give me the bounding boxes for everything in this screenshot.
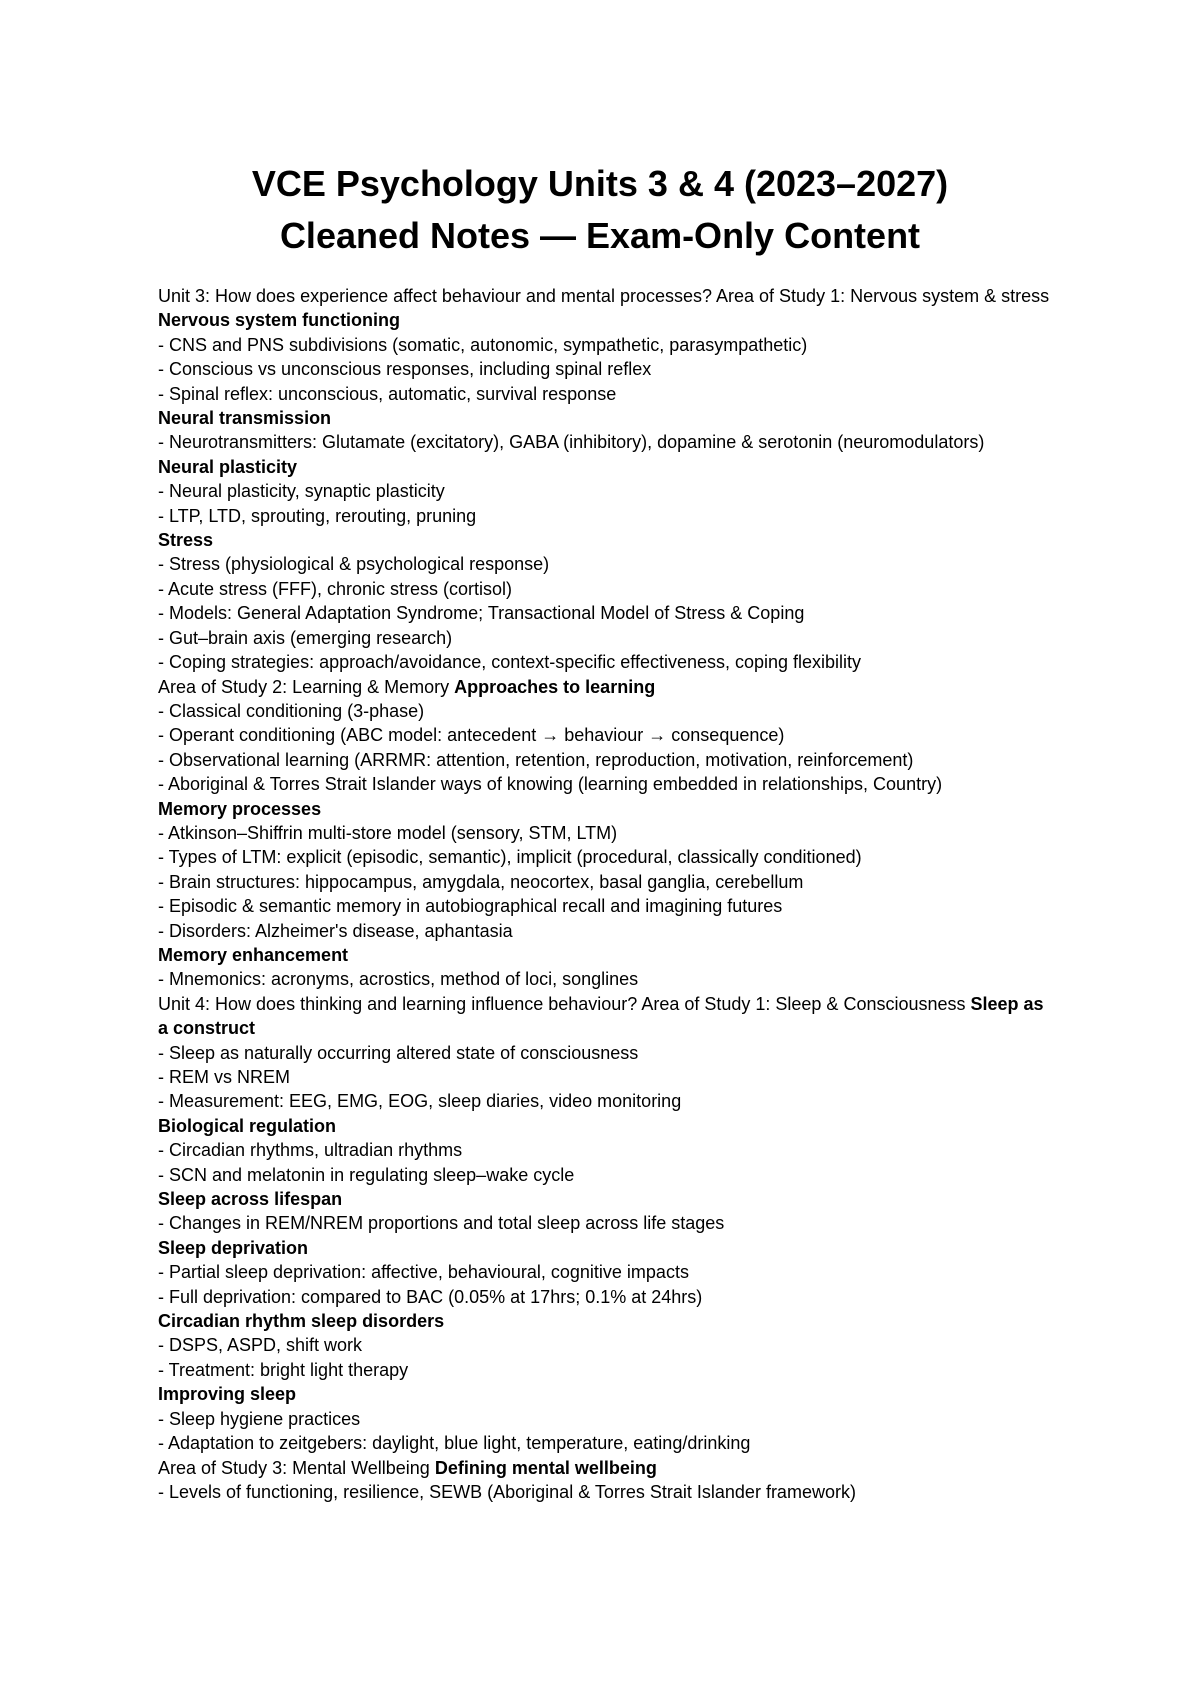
heading-text: Sleep across lifespan <box>158 1189 343 1210</box>
line-text: - Operant conditioning (ABC model: antecedent → behaviour → consequence) <box>158 725 785 746</box>
text-line <box>158 821 1058 845</box>
line-text: - Gut–brain axis (emerging research) <box>158 627 453 648</box>
line-text: - CNS and PNS subdivisions (somatic, autonomic, sympathetic, parasympathetic) <box>158 334 808 355</box>
line-text: Area of Study 3: Mental Wellbeing <box>158 1457 435 1478</box>
line-text: Unit 4: How does thinking and learning influence behaviour? Area of Study 1: Sleep & Consciousness <box>158 993 971 1014</box>
line-text: - Stress (physiological & psychological response) <box>158 554 550 575</box>
line-text: - Levels of functioning, resilience, SEWB (Aboriginal & Torres Strait Islander framework) <box>158 1481 856 1502</box>
text-line <box>158 1456 1058 1480</box>
text-line <box>158 845 1058 869</box>
text-line <box>158 1407 1058 1431</box>
line-text: - Measurement: EEG, EMG, EOG, sleep diaries, video monitoring <box>158 1091 682 1112</box>
text-line <box>158 479 1058 503</box>
heading-text: Defining mental wellbeing <box>434 1457 657 1478</box>
line-text: - Atkinson–Shiffrin multi-store model (sensory, STM, LTM) <box>158 822 618 843</box>
text-line <box>158 967 1058 991</box>
section-heading <box>158 1309 1058 1333</box>
text-line <box>158 723 1058 747</box>
heading-text: Neural plasticity <box>158 456 298 477</box>
text-line <box>158 504 1058 528</box>
section-heading <box>158 455 1058 479</box>
section-heading <box>158 528 1058 552</box>
document-body <box>158 284 1058 1504</box>
heading-text: Sleep as a construct <box>158 993 1044 1039</box>
heading-text: Memory processes <box>158 798 322 819</box>
text-line <box>158 626 1058 650</box>
text-line <box>158 1089 1058 1113</box>
text-line <box>158 430 1058 454</box>
text-line <box>158 284 1058 333</box>
line-text: - Full deprivation: compared to BAC (0.05% at 17hrs; 0.1% at 24hrs) <box>158 1286 703 1307</box>
text-line <box>158 1333 1058 1357</box>
heading-text: Sleep deprivation <box>158 1237 309 1258</box>
line-text: - Circadian rhythms, ultradian rhythms <box>158 1140 463 1161</box>
text-line <box>158 1431 1058 1455</box>
line-text: - Adaptation to zeitgebers: daylight, blue light, temperature, eating/drinking <box>158 1433 751 1454</box>
line-text: - Types of LTM: explicit (episodic, semantic), implicit (procedural, classically conditioned) <box>158 847 862 868</box>
line-text: Area of Study 2: Learning & Memory <box>158 676 455 697</box>
line-text: - Disorders: Alzheimer's disease, aphantasia <box>158 920 513 941</box>
heading-text: Stress <box>158 530 214 551</box>
text-line <box>158 357 1058 381</box>
title-line-2: Cleaned Notes — Exam-Only Content <box>279 215 921 256</box>
heading-text: Neural transmission <box>158 408 332 429</box>
line-text: - Brain structures: hippocampus, amygdala, neocortex, basal ganglia, cerebellum <box>158 871 804 892</box>
heading-text: Nervous system functioning <box>158 310 401 331</box>
document-title <box>0 158 1200 262</box>
section-heading <box>158 1236 1058 1260</box>
heading-text: Circadian rhythm sleep disorders <box>158 1311 445 1332</box>
line-text: - Treatment: bright light therapy <box>158 1359 409 1380</box>
line-text: - Models: General Adaptation Syndrome; Transactional Model of Stress & Coping <box>158 603 805 624</box>
text-line <box>158 992 1058 1041</box>
text-line <box>158 333 1058 357</box>
text-line <box>158 1041 1058 1065</box>
text-line <box>158 1211 1058 1235</box>
text-line <box>158 1138 1058 1162</box>
section-heading <box>158 1114 1058 1138</box>
heading-text: Memory enhancement <box>158 944 349 965</box>
text-line <box>158 1285 1058 1309</box>
title-line-1: VCE Psychology Units 3 & 4 (2023–2027) <box>251 163 949 204</box>
line-text: - Episodic & semantic memory in autobiographical recall and imagining futures <box>158 896 783 917</box>
section-heading <box>158 1187 1058 1211</box>
line-text: - Neural plasticity, synaptic plasticity <box>158 481 445 502</box>
line-text: - Changes in REM/NREM proportions and total sleep across life stages <box>158 1213 725 1234</box>
line-text: - LTP, LTD, sprouting, rerouting, pruning <box>158 505 477 526</box>
line-text: - Sleep as naturally occurring altered state of consciousness <box>158 1042 639 1063</box>
section-heading <box>158 797 1058 821</box>
line-text: - Spinal reflex: unconscious, automatic, survival response <box>158 383 617 404</box>
line-text: - Conscious vs unconscious responses, including spinal reflex <box>158 359 652 380</box>
line-text: - Coping strategies: approach/avoidance, context-specific effectiveness, coping flexibility <box>158 652 862 673</box>
text-line <box>158 382 1058 406</box>
text-line <box>158 1480 1058 1504</box>
text-line <box>158 1163 1058 1187</box>
text-line <box>158 699 1058 723</box>
line-text: - Sleep hygiene practices <box>158 1408 361 1429</box>
line-text: - SCN and melatonin in regulating sleep–wake cycle <box>158 1164 575 1185</box>
line-text: - Partial sleep deprivation: affective, behavioural, cognitive impacts <box>158 1262 689 1283</box>
section-heading <box>158 943 1058 967</box>
line-text: - Neurotransmitters: Glutamate (excitatory), GABA (inhibitory), dopamine & serotonin (neuromodulators) <box>158 432 985 453</box>
section-heading <box>158 406 1058 430</box>
line-text: - Classical conditioning (3-phase) <box>158 700 425 721</box>
text-line <box>158 772 1058 796</box>
text-line <box>158 919 1058 943</box>
line-text: Unit 3: How does experience affect behaviour and mental processes? Area of Study 1: Nervous system & stress <box>158 286 1050 306</box>
line-text: - Acute stress (FFF), chronic stress (cortisol) <box>158 578 513 599</box>
section-heading <box>158 1382 1058 1406</box>
text-line <box>158 552 1058 576</box>
line-text: - Aboriginal & Torres Strait Islander ways of knowing (learning embedded in relationships, Country) <box>158 774 943 795</box>
text-line <box>158 577 1058 601</box>
text-line <box>158 1065 1058 1089</box>
text-line <box>158 1260 1058 1284</box>
line-text: - DSPS, ASPD, shift work <box>158 1335 363 1356</box>
line-text: - Observational learning (ARRMR: attention, retention, reproduction, motivation, reinforcement) <box>158 749 914 770</box>
text-line <box>158 650 1058 674</box>
heading-text: Approaches to learning <box>454 676 656 697</box>
line-text: - Mnemonics: acronyms, acrostics, method of loci, songlines <box>158 969 639 990</box>
text-line <box>158 675 1058 699</box>
heading-text: Improving sleep <box>158 1384 297 1405</box>
text-line <box>158 1358 1058 1382</box>
text-line <box>158 870 1058 894</box>
heading-text: Biological regulation <box>158 1115 337 1136</box>
line-text: - REM vs NREM <box>158 1067 290 1087</box>
text-line <box>158 748 1058 772</box>
text-line <box>158 601 1058 625</box>
text-line <box>158 894 1058 918</box>
